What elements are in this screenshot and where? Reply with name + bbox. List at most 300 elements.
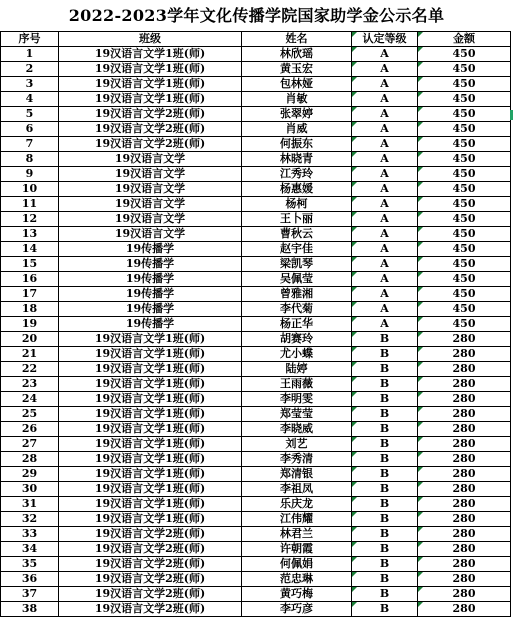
cell-comment-marker [352, 137, 357, 142]
cell-amount[interactable] [418, 587, 511, 602]
cell-comment-marker [418, 317, 423, 322]
cell-amount-text: 450 [452, 272, 476, 285]
cell-class[interactable]: 19汉语言文学2班(师) [59, 587, 242, 602]
cell-index[interactable]: 8 [1, 152, 59, 167]
cell-name[interactable]: 郑清银 [242, 467, 352, 482]
table-row [1, 302, 511, 317]
table-row [1, 62, 511, 77]
cell-name[interactable]: 王雨薇 [242, 377, 352, 392]
cell-class[interactable]: 19汉语言文学 [59, 227, 242, 242]
header-amount[interactable]: 金额 [418, 32, 511, 47]
cell-amount[interactable] [418, 62, 511, 77]
cell-amount[interactable] [418, 227, 511, 242]
cell-comment-marker [418, 437, 423, 442]
cell-class[interactable]: 19汉语言文学1班(师) [59, 467, 242, 482]
cell-comment-marker [418, 602, 423, 607]
cell-class[interactable]: 19汉语言文学1班(师) [59, 377, 242, 392]
cell-name[interactable]: 杨正华 [242, 317, 352, 332]
cell-amount[interactable] [418, 257, 511, 272]
cell-class[interactable]: 19汉语言文学2班(师) [59, 557, 242, 572]
cell-amount[interactable] [418, 137, 511, 152]
sheet-title: 2022-2023学年文化传播学院国家助学金公示名单 [68, 6, 445, 25]
cell-amount[interactable] [418, 242, 511, 257]
cell-index[interactable]: 27 [1, 437, 59, 452]
cell-amount[interactable] [418, 362, 511, 377]
cell-class[interactable]: 19汉语言文学2班(师) [59, 602, 242, 617]
cell-level-text: A [380, 137, 389, 150]
cell-comment-marker [418, 497, 423, 502]
cell-amount-text: 280 [452, 407, 476, 420]
table-row [1, 47, 511, 62]
header-index[interactable]: 序号 [1, 32, 59, 47]
cell-index[interactable]: 9 [1, 167, 59, 182]
cell-amount[interactable] [418, 347, 511, 362]
cell-amount[interactable] [418, 212, 511, 227]
table-row [1, 317, 511, 332]
cell-index[interactable]: 21 [1, 347, 59, 362]
cell-level-text: B [379, 437, 390, 450]
cell-comment-marker [352, 197, 357, 202]
cell-comment-marker [352, 482, 357, 487]
cell-name[interactable]: 曹秋云 [242, 227, 352, 242]
cell-amount-text: 280 [452, 332, 476, 345]
cell-level-text: A [380, 77, 389, 90]
cell-amount-text: 280 [452, 572, 476, 585]
cell-comment-marker [418, 182, 423, 187]
cell-comment-marker [352, 302, 357, 307]
table-row [1, 587, 511, 602]
cell-amount[interactable] [418, 317, 511, 332]
cell-name[interactable]: 李秀清 [242, 452, 352, 467]
cell-comment-marker [352, 212, 357, 217]
cell-level-text: B [379, 602, 390, 615]
cell-name[interactable]: 王卜丽 [242, 212, 352, 227]
table-row [1, 122, 511, 137]
cell-index[interactable]: 31 [1, 497, 59, 512]
cell-name[interactable]: 胡赛玲 [242, 332, 352, 347]
cell-comment-marker [352, 152, 357, 157]
cell-amount[interactable] [418, 182, 511, 197]
cell-level-text: B [379, 392, 390, 405]
cell-name[interactable]: 李巧彦 [242, 602, 352, 617]
cell-level[interactable] [352, 137, 418, 152]
cell-class[interactable]: 19汉语言文学1班(师) [59, 437, 242, 452]
cell-name[interactable]: 黄玉宏 [242, 62, 352, 77]
cell-name[interactable]: 何佩娟 [242, 557, 352, 572]
cell-class[interactable]: 19汉语言文学1班(师) [59, 62, 242, 77]
header-name[interactable]: 姓名 [242, 32, 352, 47]
cell-level[interactable] [352, 62, 418, 77]
cell-index[interactable]: 18 [1, 302, 59, 317]
cell-amount-text: 450 [452, 302, 476, 315]
table-row [1, 572, 511, 587]
cell-class[interactable]: 19汉语言文学1班(师) [59, 47, 242, 62]
cell-amount-text: 450 [452, 167, 476, 180]
cell-index[interactable]: 22 [1, 362, 59, 377]
cell-class[interactable]: 19汉语言文学1班(师) [59, 347, 242, 362]
cell-class[interactable]: 19汉语言文学1班(师) [59, 482, 242, 497]
cell-comment-marker [352, 32, 357, 37]
cell-level[interactable] [352, 422, 418, 437]
cell-index[interactable]: 14 [1, 242, 59, 257]
cell-amount[interactable] [418, 602, 511, 617]
cell-level[interactable] [352, 497, 418, 512]
cell-amount[interactable] [418, 542, 511, 557]
scholarship-table [0, 31, 511, 617]
cell-class[interactable]: 19汉语言文学 [59, 152, 242, 167]
cell-index[interactable]: 32 [1, 512, 59, 527]
cell-level[interactable] [352, 182, 418, 197]
cell-level-text: B [379, 407, 390, 420]
cell-level[interactable] [352, 47, 418, 62]
cell-amount[interactable] [418, 512, 511, 527]
cell-comment-marker [352, 527, 357, 532]
cell-class[interactable]: 19传播学 [59, 287, 242, 302]
cell-name[interactable]: 梁凯琴 [242, 257, 352, 272]
cell-class[interactable]: 19传播学 [59, 242, 242, 257]
cell-comment-marker [352, 62, 357, 67]
cell-index[interactable]: 3 [1, 77, 59, 92]
cell-level[interactable] [352, 542, 418, 557]
cell-class[interactable]: 19汉语言文学1班(师) [59, 497, 242, 512]
cell-index[interactable]: 29 [1, 467, 59, 482]
cell-amount[interactable] [418, 122, 511, 137]
cell-class[interactable]: 19汉语言文学2班(师) [59, 137, 242, 152]
cell-comment-marker [418, 362, 423, 367]
cell-level[interactable] [352, 257, 418, 272]
cell-class[interactable]: 19传播学 [59, 257, 242, 272]
cell-amount[interactable] [418, 77, 511, 92]
table-row [1, 92, 511, 107]
cell-amount-text: 450 [452, 122, 476, 135]
cell-amount[interactable] [418, 527, 511, 542]
cell-level-text: B [379, 587, 390, 600]
table-row [1, 227, 511, 242]
cell-comment-marker [418, 152, 423, 157]
cell-comment-marker [418, 482, 423, 487]
cell-index[interactable]: 17 [1, 287, 59, 302]
cell-level[interactable] [352, 572, 418, 587]
cell-level[interactable] [352, 482, 418, 497]
table-row [1, 77, 511, 92]
cell-amount-text: 280 [452, 467, 476, 480]
cell-level-text: A [380, 287, 389, 300]
cell-name[interactable]: 黄巧梅 [242, 587, 352, 602]
cell-index[interactable]: 19 [1, 317, 59, 332]
cell-comment-marker [418, 227, 423, 232]
cell-level[interactable] [352, 302, 418, 317]
cell-comment-marker [418, 332, 423, 337]
table-row [1, 212, 511, 227]
cell-name[interactable]: 林欣瑶 [242, 47, 352, 62]
table-row [1, 137, 511, 152]
cell-comment-marker [418, 587, 423, 592]
cell-level[interactable] [352, 437, 418, 452]
cell-level-text: B [379, 572, 390, 585]
cell-amount[interactable] [418, 47, 511, 62]
cell-level[interactable] [352, 212, 418, 227]
cell-amount[interactable] [418, 107, 511, 122]
cell-index[interactable]: 28 [1, 452, 59, 467]
cell-name[interactable]: 张翠婷 [242, 107, 352, 122]
cell-comment-marker [352, 332, 357, 337]
cell-level[interactable] [352, 557, 418, 572]
cell-amount[interactable] [418, 482, 511, 497]
cell-level[interactable] [352, 92, 418, 107]
cell-index[interactable]: 7 [1, 137, 59, 152]
cell-index[interactable]: 24 [1, 392, 59, 407]
cell-class[interactable]: 19汉语言文学1班(师) [59, 332, 242, 347]
cell-index[interactable]: 33 [1, 527, 59, 542]
table-row [1, 497, 511, 512]
cell-name[interactable]: 林君兰 [242, 527, 352, 542]
cell-index[interactable]: 13 [1, 227, 59, 242]
cell-comment-marker [352, 182, 357, 187]
cell-amount[interactable] [418, 497, 511, 512]
cell-index[interactable]: 35 [1, 557, 59, 572]
cell-comment-marker [352, 287, 357, 292]
cell-name[interactable]: 吴佩莹 [242, 272, 352, 287]
cell-comment-marker [352, 407, 357, 412]
cell-comment-marker [418, 197, 423, 202]
cell-level[interactable] [352, 527, 418, 542]
cell-class[interactable]: 19汉语言文学 [59, 212, 242, 227]
cell-comment-marker [418, 242, 423, 247]
cell-name[interactable]: 陆婷 [242, 362, 352, 377]
cell-name[interactable]: 杨惠媛 [242, 182, 352, 197]
cell-amount[interactable] [418, 467, 511, 482]
cell-level-text: A [380, 257, 389, 270]
cell-class[interactable]: 19汉语言文学2班(师) [59, 527, 242, 542]
cell-name[interactable]: 范忠琳 [242, 572, 352, 587]
cell-amount[interactable] [418, 572, 511, 587]
cell-level[interactable] [352, 122, 418, 137]
cell-index[interactable]: 12 [1, 212, 59, 227]
cell-level[interactable] [352, 242, 418, 257]
cell-level-text: A [380, 167, 389, 180]
cell-level[interactable] [352, 272, 418, 287]
cell-name[interactable]: 江伟耀 [242, 512, 352, 527]
cell-class[interactable]: 19汉语言文学1班(师) [59, 362, 242, 377]
cell-index[interactable]: 2 [1, 62, 59, 77]
cell-name[interactable]: 肖威 [242, 122, 352, 137]
cell-index[interactable]: 37 [1, 587, 59, 602]
cell-level[interactable] [352, 107, 418, 122]
cell-class[interactable]: 19汉语言文学 [59, 182, 242, 197]
cell-amount[interactable] [418, 287, 511, 302]
cell-class[interactable]: 19汉语言文学1班(师) [59, 92, 242, 107]
cell-level[interactable] [352, 602, 418, 617]
cell-level[interactable] [352, 347, 418, 362]
cell-index[interactable]: 10 [1, 182, 59, 197]
cell-comment-marker [418, 47, 423, 52]
cell-class[interactable]: 19汉语言文学 [59, 197, 242, 212]
cell-name[interactable]: 李晓威 [242, 422, 352, 437]
cell-class[interactable]: 19汉语言文学2班(师) [59, 122, 242, 137]
cell-class[interactable]: 19汉语言文学1班(师) [59, 512, 242, 527]
cell-comment-marker [418, 512, 423, 517]
cell-amount[interactable] [418, 407, 511, 422]
cell-class[interactable]: 19传播学 [59, 302, 242, 317]
cell-index[interactable]: 36 [1, 572, 59, 587]
cell-name[interactable]: 肖敏 [242, 92, 352, 107]
cell-amount[interactable] [418, 167, 511, 182]
header-class[interactable]: 班级 [59, 32, 242, 47]
cell-name[interactable]: 李明雯 [242, 392, 352, 407]
cell-name[interactable]: 李祖凤 [242, 482, 352, 497]
cell-index[interactable]: 34 [1, 542, 59, 557]
cell-level[interactable] [352, 377, 418, 392]
table-row [1, 377, 511, 392]
cell-class[interactable]: 19汉语言文学2班(师) [59, 542, 242, 557]
cell-name[interactable]: 尤小蝶 [242, 347, 352, 362]
cell-level-text: A [380, 302, 389, 315]
cell-index[interactable]: 1 [1, 47, 59, 62]
cell-name[interactable]: 李代菊 [242, 302, 352, 317]
cell-level[interactable] [352, 317, 418, 332]
table-row [1, 257, 511, 272]
cell-index[interactable]: 30 [1, 482, 59, 497]
cell-amount[interactable] [418, 92, 511, 107]
cell-level-text: A [380, 212, 389, 225]
cell-level[interactable] [352, 452, 418, 467]
cell-class[interactable]: 19汉语言文学 [59, 167, 242, 182]
cell-name[interactable]: 刘艺 [242, 437, 352, 452]
cell-class[interactable]: 19汉语言文学1班(师) [59, 77, 242, 92]
cell-comment-marker [418, 107, 423, 112]
cell-index[interactable]: 5 [1, 107, 59, 122]
cell-amount-text: 450 [452, 257, 476, 270]
cell-level[interactable] [352, 152, 418, 167]
cell-index[interactable]: 25 [1, 407, 59, 422]
cell-name[interactable]: 江秀玲 [242, 167, 352, 182]
cell-name[interactable]: 许朝霞 [242, 542, 352, 557]
cell-name[interactable]: 何振东 [242, 137, 352, 152]
cell-index[interactable]: 15 [1, 257, 59, 272]
cell-amount-text: 450 [452, 107, 476, 120]
cell-class[interactable]: 19汉语言文学1班(师) [59, 407, 242, 422]
cell-name[interactable]: 杨柯 [242, 197, 352, 212]
cell-name[interactable]: 曾雅湘 [242, 287, 352, 302]
cell-level-text: B [379, 542, 390, 555]
table-row [1, 452, 511, 467]
cell-name[interactable]: 林晓青 [242, 152, 352, 167]
cell-level[interactable] [352, 362, 418, 377]
cell-class[interactable]: 19汉语言文学2班(师) [59, 572, 242, 587]
cell-level[interactable] [352, 512, 418, 527]
cell-class[interactable]: 19汉语言文学1班(师) [59, 452, 242, 467]
header-level[interactable]: 认定等级 [352, 32, 418, 47]
cell-comment-marker [418, 212, 423, 217]
cell-index[interactable]: 4 [1, 92, 59, 107]
cell-index[interactable]: 26 [1, 422, 59, 437]
cell-comment-marker [352, 542, 357, 547]
cell-index[interactable]: 23 [1, 377, 59, 392]
cell-amount[interactable] [418, 377, 511, 392]
table-row [1, 407, 511, 422]
cell-amount[interactable] [418, 557, 511, 572]
cell-comment-marker [418, 572, 423, 577]
cell-comment-marker [352, 467, 357, 472]
cell-index[interactable]: 11 [1, 197, 59, 212]
cell-level-text: A [380, 152, 389, 165]
cell-index[interactable]: 20 [1, 332, 59, 347]
cell-amount-text: 280 [452, 392, 476, 405]
cell-amount[interactable] [418, 452, 511, 467]
cell-class[interactable]: 19汉语言文学1班(师) [59, 392, 242, 407]
table-row [1, 467, 511, 482]
cell-comment-marker [418, 62, 423, 67]
table-body [1, 47, 511, 617]
cell-name[interactable]: 乐庆龙 [242, 497, 352, 512]
cell-amount-text: 280 [452, 422, 476, 435]
cell-comment-marker [418, 557, 423, 562]
cell-amount[interactable] [418, 392, 511, 407]
cell-comment-marker [352, 122, 357, 127]
cell-name[interactable]: 郑莹莹 [242, 407, 352, 422]
cell-amount[interactable] [418, 422, 511, 437]
cell-comment-marker [418, 347, 423, 352]
cell-class[interactable]: 19汉语言文学2班(师) [59, 107, 242, 122]
table-row [1, 332, 511, 347]
cell-amount[interactable] [418, 152, 511, 167]
cell-level[interactable] [352, 167, 418, 182]
cell-level[interactable] [352, 227, 418, 242]
cell-index[interactable]: 6 [1, 122, 59, 137]
cell-amount[interactable] [418, 272, 511, 287]
cell-level[interactable] [352, 587, 418, 602]
cell-comment-marker [352, 512, 357, 517]
cell-amount[interactable] [418, 437, 511, 452]
cell-comment-marker [352, 77, 357, 82]
cell-class[interactable]: 19传播学 [59, 272, 242, 287]
cell-level[interactable] [352, 332, 418, 347]
cell-amount[interactable] [418, 302, 511, 317]
cell-level[interactable] [352, 197, 418, 212]
cell-amount-text: 280 [452, 542, 476, 555]
cell-level[interactable] [352, 392, 418, 407]
cell-amount-text: 280 [452, 452, 476, 465]
cell-amount[interactable] [418, 332, 511, 347]
cell-comment-marker [418, 467, 423, 472]
cell-level-text: A [380, 62, 389, 75]
cell-index[interactable]: 38 [1, 602, 59, 617]
cell-comment-marker [418, 122, 423, 127]
cell-comment-marker [418, 422, 423, 427]
table-row [1, 287, 511, 302]
table-row [1, 422, 511, 437]
cell-amount[interactable] [418, 197, 511, 212]
cell-comment-marker [352, 437, 357, 442]
cell-class[interactable]: 19传播学 [59, 317, 242, 332]
cell-comment-marker [352, 587, 357, 592]
cell-index[interactable]: 16 [1, 272, 59, 287]
cell-level-text: B [379, 482, 390, 495]
cell-amount-text: 450 [452, 242, 476, 255]
cell-level[interactable] [352, 407, 418, 422]
cell-amount-text: 280 [452, 587, 476, 600]
cell-name[interactable]: 包林娅 [242, 77, 352, 92]
table-row [1, 512, 511, 527]
cell-level[interactable] [352, 77, 418, 92]
cell-name[interactable]: 赵宇佳 [242, 242, 352, 257]
cell-comment-marker [352, 557, 357, 562]
cell-comment-marker [352, 497, 357, 502]
cell-level[interactable] [352, 287, 418, 302]
cell-level[interactable] [352, 467, 418, 482]
cell-amount-text: 450 [452, 47, 476, 60]
cell-class[interactable]: 19汉语言文学1班(师) [59, 422, 242, 437]
